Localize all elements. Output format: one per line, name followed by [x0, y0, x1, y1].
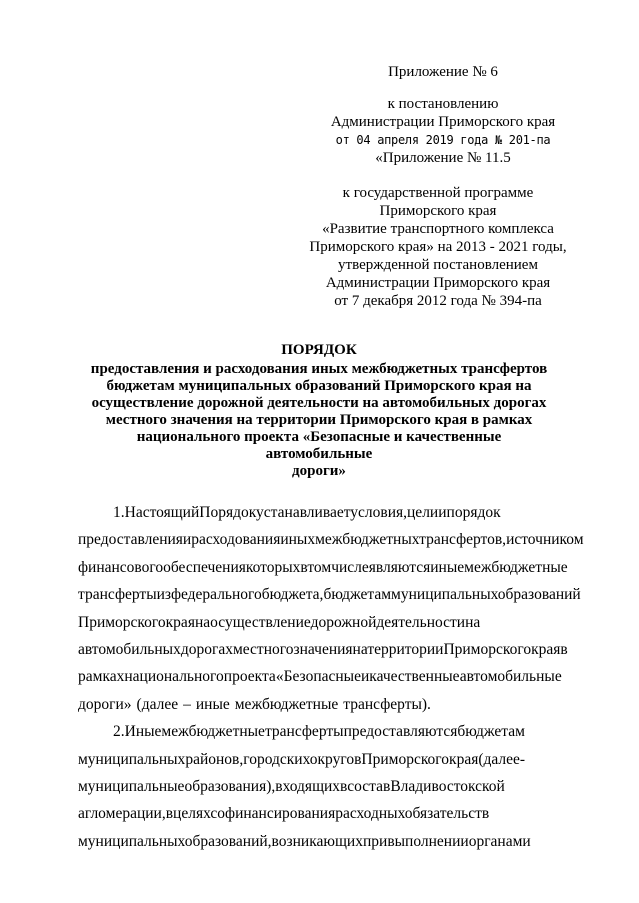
word: края [449, 750, 479, 768]
previous-appendix-number: «Приложение № 11.5 [375, 150, 511, 166]
word: дороги» [78, 695, 132, 713]
word: края [165, 613, 195, 631]
word: образования), [184, 777, 276, 795]
title-line: местного значения на территории Приморского края в рамках [105, 412, 533, 428]
word: деятельности [376, 613, 466, 631]
paragraph-1-line [78, 663, 598, 690]
word: обязательств [404, 805, 490, 823]
title-line: осуществление дорожной деятельности на автомобильных дорогах [91, 395, 547, 411]
appendix-header [328, 63, 558, 167]
word: 1. [113, 504, 125, 521]
word: автомобильные [459, 668, 562, 686]
word: Иные [124, 723, 162, 741]
word: федерального [170, 586, 262, 604]
word: иные [430, 558, 465, 576]
word: иных [280, 531, 316, 549]
program-line: Администрации Приморского края [325, 275, 551, 291]
paragraph-1-line [78, 499, 598, 526]
word: расходных [335, 805, 405, 823]
title-line: дороги» [292, 463, 346, 479]
word: состав [347, 777, 391, 795]
document-body [78, 499, 598, 855]
word: национального [124, 668, 224, 686]
word: (далее [136, 695, 179, 713]
appendix-number: Приложение № 6 [388, 64, 498, 80]
word: устанавливает [256, 504, 351, 521]
word: трансферты). [343, 695, 431, 713]
paragraph-1-line [78, 526, 598, 553]
word: муниципальных [78, 750, 186, 768]
word: возникающих [271, 832, 363, 850]
program-reference [288, 184, 588, 310]
word: являются [368, 558, 431, 576]
word: образований, [184, 832, 272, 850]
paragraph-2-line [78, 773, 598, 800]
word: Порядок [199, 504, 257, 521]
program-line: «Развитие транспортного комплекса [322, 221, 554, 237]
word: расходования [191, 531, 281, 549]
paragraph-1-line [78, 581, 598, 608]
word: числе [331, 558, 369, 576]
word: при [362, 832, 388, 850]
word: осуществление [210, 613, 311, 631]
word: автомобильных [78, 640, 181, 658]
word: межбюджетные [161, 723, 265, 741]
word: на [352, 640, 368, 658]
word: трансферты [264, 723, 344, 741]
word: и [182, 531, 192, 549]
word: бюджетам [457, 723, 525, 741]
word: Приморского [78, 613, 166, 631]
title-line: предоставления и расходования иных межбюджетных трансфертов [90, 361, 548, 377]
word: районов, [185, 750, 244, 768]
word: целях [173, 805, 211, 823]
word: бюджета, [261, 586, 324, 604]
word: цели [407, 504, 439, 521]
word: в [300, 558, 308, 576]
word: межбюджетные [464, 558, 568, 576]
word: порядок [446, 504, 501, 521]
word: обеспечения [163, 558, 246, 576]
appendix-admin: Администрации Приморского края [330, 114, 556, 130]
word: – [183, 695, 191, 713]
word: рамках [78, 668, 125, 686]
word: Владивостокской [390, 777, 505, 795]
word: на [465, 613, 481, 631]
word: которых [245, 558, 301, 576]
word: межбюджетных [315, 531, 420, 549]
title-heading: ПОРЯДОК [281, 342, 357, 358]
program-line: утвержденной постановлением [338, 257, 538, 273]
paragraph-2-line [78, 800, 598, 827]
word: края [531, 640, 561, 658]
word: межбюджетные [234, 695, 339, 713]
program-line: Приморского края [379, 203, 497, 219]
word: в [165, 805, 174, 823]
word: выполнении [387, 832, 469, 850]
word: Настоящий [124, 504, 200, 521]
word: входящих [275, 777, 341, 795]
word: муниципальные [78, 777, 185, 795]
word: источником [506, 531, 584, 549]
word: местного [232, 640, 294, 658]
decree-date-stamp: от 04 апреля 2019 года № 201-па [335, 133, 551, 147]
word: агломерации, [78, 805, 166, 823]
word: городских [243, 750, 310, 768]
word: в [560, 640, 568, 658]
word: иные [195, 695, 230, 713]
program-line: к государственной программе [342, 185, 534, 201]
word: Приморского [443, 640, 532, 658]
word: (далее [478, 750, 520, 768]
word: проекта [223, 668, 276, 686]
word: трансферты [78, 586, 157, 604]
word: и [360, 668, 370, 686]
word: Приморского [361, 750, 450, 768]
word: трансфертов, [419, 531, 507, 549]
word: качественные [369, 668, 460, 686]
word: и [438, 504, 447, 521]
program-line: Приморского края» на 2013 - 2021 годы, [309, 239, 567, 255]
paragraph-2-line [78, 828, 598, 855]
word: муниципальных [391, 586, 498, 604]
word: бюджетам [323, 586, 392, 604]
paragraph-1-line [78, 554, 598, 581]
word: территории [367, 640, 444, 658]
document-title [86, 342, 552, 480]
paragraph-1-line [78, 636, 598, 663]
title-line: бюджетам муниципальных образований Приморского края на [106, 378, 532, 394]
paragraph-1-line [78, 691, 598, 718]
appendix-to-decree: к постановлению [387, 96, 499, 112]
word: предоставления [78, 531, 183, 549]
paragraph-2-line [78, 746, 598, 773]
word: округов [309, 750, 362, 768]
word: на [194, 613, 211, 631]
word: образований [497, 586, 581, 604]
title-line: национального проекта «Безопасные и качественные автомобильные [136, 429, 502, 462]
program-line: от 7 декабря 2012 года № 394-па [334, 293, 542, 309]
word: 2. [113, 723, 125, 741]
word: софинансирования [210, 805, 336, 823]
word: том [307, 558, 332, 576]
word: - [519, 750, 526, 768]
word: дорогах [180, 640, 233, 658]
word: в [340, 777, 348, 795]
word: условия, [350, 504, 408, 521]
word: предоставляются [343, 723, 458, 741]
paragraph-1-line [78, 609, 598, 636]
word: дорожной [310, 613, 377, 631]
word: значения [293, 640, 353, 658]
word: муниципальных [78, 832, 185, 850]
word: финансового [78, 558, 164, 576]
paragraph-2-line [78, 718, 598, 745]
word: «Безопасные [275, 668, 361, 686]
word: органами [468, 832, 531, 850]
word: из [156, 586, 171, 604]
